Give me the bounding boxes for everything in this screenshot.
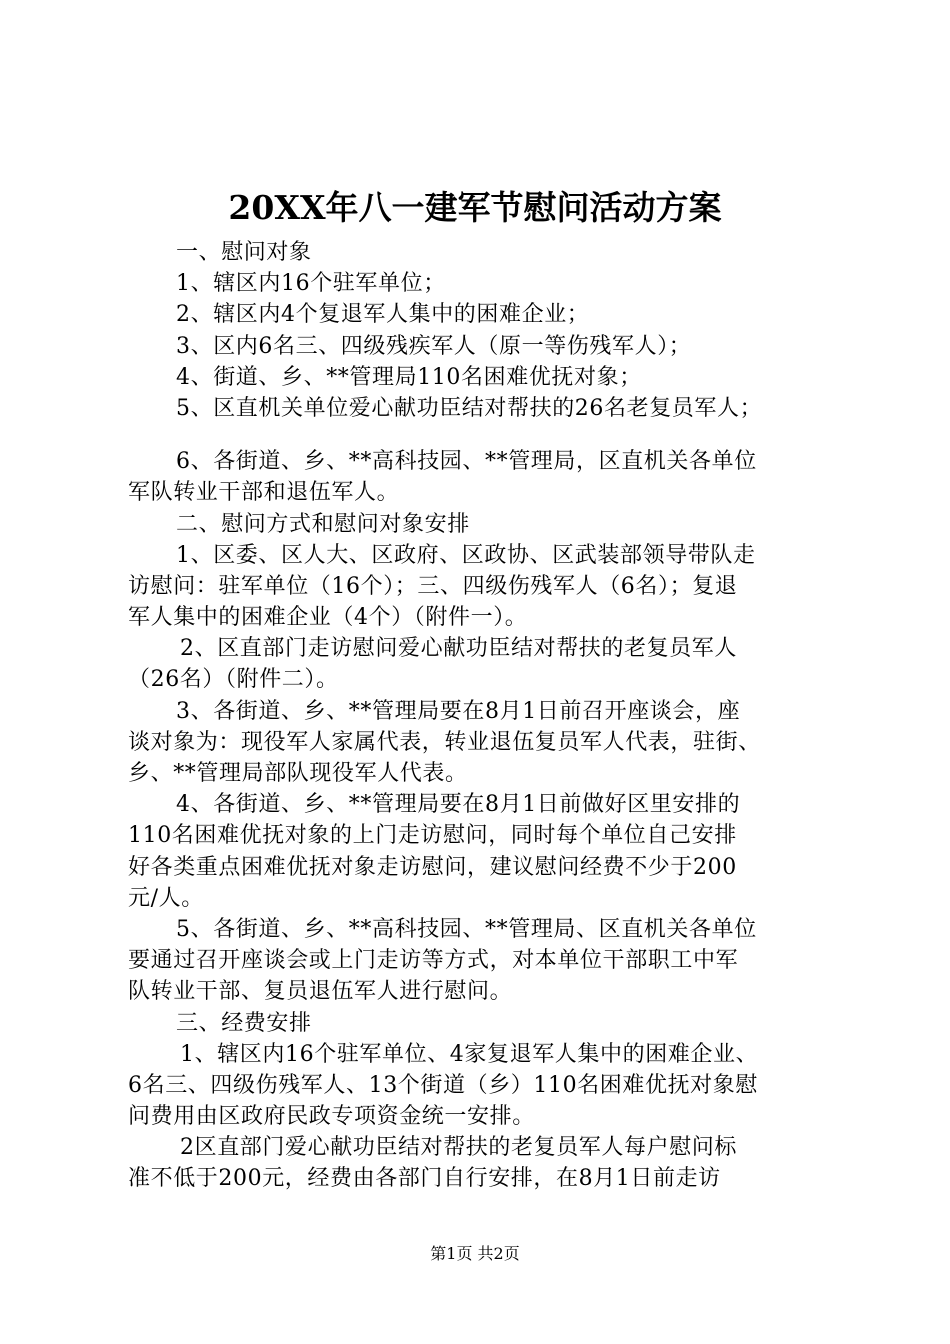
document-body [128, 237, 840, 1195]
text-line: 6名三、四级伤残军人、13个街道（乡）110名困难优抚对象慰 [128, 1072, 758, 1098]
section-heading: 二、慰问方式和慰问对象安排 [176, 511, 470, 537]
text-line: 5、各街道、乡、**高科技园、**管理局、区直机关各单位 [176, 916, 757, 942]
page-footer: 第1页 共2页 [430, 1244, 520, 1263]
text-line: 5、区直机关单位爱心献功臣结对帮扶的26名老复员军人； [176, 395, 763, 421]
text-line: 4、各街道、乡、**管理局要在8月1日前做好区里安排的 [176, 792, 741, 818]
text-line: 要通过召开座谈会或上门走访等方式，对本单位干部职工中军 [128, 948, 739, 974]
text-line: 3、区内6名三、四级残疾军人（原一等伤残军人）； [176, 333, 692, 359]
text-line: 1、辖区内16个驻军单位、4家复退军人集中的困难企业、 [180, 1041, 759, 1067]
text-line: （26名）（附件二）。 [128, 667, 339, 693]
text-line: 军人集中的困难企业（4个）（附件一）。 [128, 605, 528, 631]
text-line: 谈对象为：现役军人家属代表，转业退伍复员军人代表，驻街、 [128, 729, 761, 755]
text-line: 1、区委、区人大、区政府、区政协、区武装部领导带队走 [176, 542, 756, 568]
section-heading: 三、经费安排 [176, 1010, 312, 1036]
text-line: 乡、**管理局部队现役军人代表。 [128, 761, 468, 786]
text-line: 队转业干部、复员退伍军人进行慰问。 [128, 979, 513, 1005]
text-line: 准不低于200元，经费由各部门自行安排，在8月1日前走访 [128, 1166, 721, 1192]
text-line: 元/人。 [128, 885, 204, 911]
text-line: 110名困难优抚对象的上门走访慰问，同时每个单位自己安排 [128, 823, 737, 849]
text-line: 6、各街道、乡、**高科技园、**管理局，区直机关各单位 [176, 449, 757, 475]
section-heading: 一、慰问对象 [176, 240, 312, 265]
text-line: 军队转业干部和退伍军人。 [128, 480, 400, 506]
text-line: 3、各街道、乡、**管理局要在8月1日前召开座谈会，座 [176, 698, 741, 724]
paragraph-gap [128, 424, 840, 446]
document-title: 20XX年八一建军节慰问活动方案 [228, 188, 722, 227]
text-line: 好各类重点困难优抚对象走访慰问，建议慰问经费不少于200 [128, 854, 737, 880]
text-line: 问费用由区政府民政专项资金统一安排。 [128, 1104, 535, 1130]
text-line: 2、辖区内4个复退军人集中的困难企业； [176, 302, 590, 328]
text-line: 访慰问：驻军单位（16个）；三、四级伤残军人（6名）；复退 [128, 573, 738, 599]
text-line: 2区直部门爱心献功臣结对帮扶的老复员军人每户慰问标 [180, 1135, 737, 1161]
text-line: 2、区直部门走访慰问爱心献功臣结对帮扶的老复员军人 [180, 636, 737, 662]
text-line: 4、街道、乡、**管理局110名困难优抚对象； [176, 364, 642, 390]
text-line: 1、辖区内16个驻军单位； [176, 271, 446, 297]
